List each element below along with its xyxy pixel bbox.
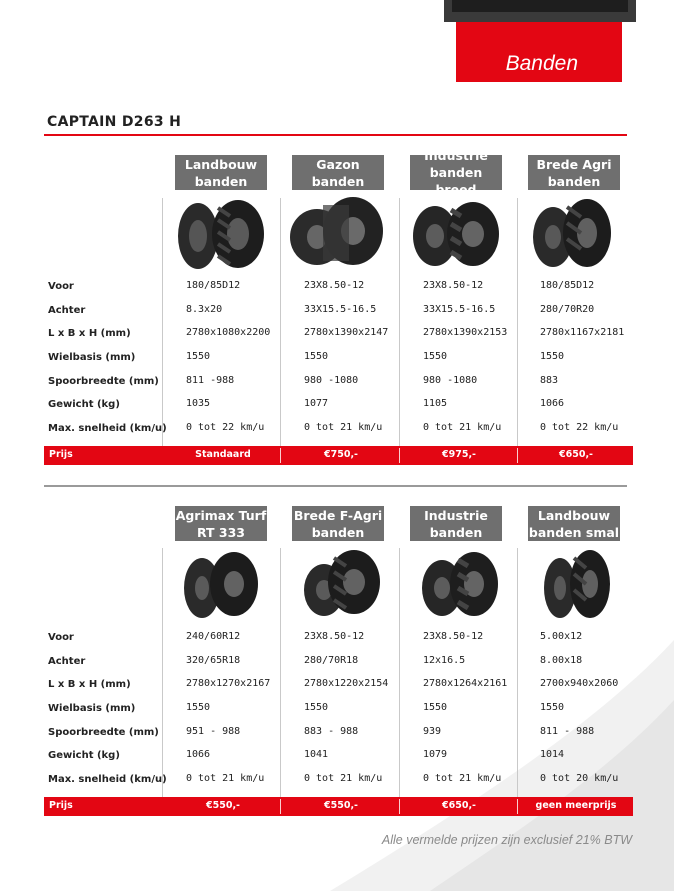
cell: 1550 (423, 702, 448, 713)
row-label-weight: Gewicht (kg) (48, 399, 120, 410)
price-value: €550,- (324, 800, 358, 811)
price-value: Standaard (195, 449, 251, 460)
column-header: Landbouw banden smal (528, 507, 620, 540)
cell: 8.00x18 (540, 655, 583, 666)
column-header: Brede F-Agri banden (293, 507, 383, 540)
column-header: Landbouw banden (175, 155, 267, 190)
cell: 240/60R12 (186, 631, 241, 642)
section-divider (44, 485, 627, 487)
cell: 23X8.50-12 (423, 280, 484, 291)
cell: 1105 (423, 398, 448, 409)
industrial-tyre-icon (418, 548, 508, 622)
column-header: Gazon banden (292, 155, 384, 190)
row-label-track-width: Spoorbreedte (mm) (48, 376, 159, 387)
cell: 280/70R20 (540, 304, 595, 315)
price-value: €650,- (442, 800, 476, 811)
cell: 811 - 988 (540, 726, 595, 737)
cell: 0 tot 21 km/u (423, 422, 502, 433)
cell: 0 tot 21 km/u (423, 773, 502, 784)
row-label-wheelbase: Wielbasis (mm) (48, 352, 136, 363)
column-header: Agrimax Turf RT 333 (175, 507, 267, 540)
cell: 23X8.50-12 (304, 631, 365, 642)
cell: 1066 (186, 749, 211, 760)
cell: 320/65R18 (186, 655, 241, 666)
cell: 811 -988 (186, 375, 235, 386)
cell: 1041 (304, 749, 329, 760)
cell: 8.3x20 (186, 304, 223, 315)
row-label-dimensions: L x B x H (mm) (48, 328, 131, 339)
cell: 2780x1220x2154 (304, 678, 389, 689)
section-tab-label: Banden (505, 52, 578, 75)
cell: 280/70R18 (304, 655, 359, 666)
cell: 5.00x12 (540, 631, 583, 642)
cell: 1066 (540, 398, 565, 409)
row-label-weight: Gewicht (kg) (48, 750, 120, 761)
row-label-front: Voor (48, 281, 74, 292)
column-header: Brede Agri banden (528, 155, 620, 190)
cell: 951 - 988 (186, 726, 241, 737)
cell: 1550 (304, 702, 329, 713)
cell: 0 tot 21 km/u (304, 773, 383, 784)
cell: 2780x1264x2161 (423, 678, 508, 689)
price-value: geen meerprijs (535, 800, 617, 811)
cell: 23X8.50-12 (423, 631, 484, 642)
cell: 1077 (304, 398, 329, 409)
cell: 12x16.5 (423, 655, 466, 666)
cell: 1550 (540, 702, 565, 713)
row-label-track-width: Spoorbreedte (mm) (48, 727, 159, 738)
narrow-agricultural-tyre-icon (538, 548, 628, 622)
cell: 1079 (423, 749, 448, 760)
cell: 2780x1080x2200 (186, 327, 271, 338)
price-value: €650,- (559, 449, 593, 460)
price-label: Prijs (49, 800, 73, 811)
cell: 0 tot 22 km/u (186, 422, 265, 433)
cell: 1550 (423, 351, 448, 362)
cell: 1550 (186, 702, 211, 713)
wide-f-agri-tyre-icon (300, 548, 390, 622)
cell: 180/85D12 (540, 280, 595, 291)
cell: 980 -1080 (304, 375, 359, 386)
cell: 2780x1167x2181 (540, 327, 625, 338)
cell: 2780x1270x2167 (186, 678, 271, 689)
cell: 1035 (186, 398, 211, 409)
cell: 180/85D12 (186, 280, 241, 291)
cell: 2780x1390x2147 (304, 327, 389, 338)
cell: 33X15.5-16.5 (423, 304, 496, 315)
row-label-front: Voor (48, 632, 74, 643)
price-value: €975,- (442, 449, 476, 460)
column-header: Industrie banden breed (410, 155, 502, 190)
cell: 0 tot 21 km/u (304, 422, 383, 433)
cell: 1550 (540, 351, 565, 362)
cell: 939 (423, 726, 442, 737)
cell: 1550 (304, 351, 329, 362)
cell: 2780x1390x2153 (423, 327, 508, 338)
row-label-dimensions: L x B x H (mm) (48, 679, 131, 690)
cell: 0 tot 22 km/u (540, 422, 619, 433)
row-label-max-speed: Max. snelheid (km/u) (48, 423, 167, 434)
price-value: €750,- (324, 449, 358, 460)
cell: 1550 (186, 351, 211, 362)
cell: 33X15.5-16.5 (304, 304, 377, 315)
column-header: Industrie banden (410, 506, 502, 541)
cell: 883 (540, 375, 559, 386)
cell: 2700x940x2060 (540, 678, 619, 689)
row-label-max-speed: Max. snelheid (km/u) (48, 774, 167, 785)
price-bar (44, 446, 633, 465)
cell: 1014 (540, 749, 565, 760)
row-label-wheelbase: Wielbasis (mm) (48, 703, 136, 714)
price-label: Prijs (49, 449, 73, 460)
cell: 883 - 988 (304, 726, 359, 737)
cell: 0 tot 20 km/u (540, 773, 619, 784)
row-label-rear: Achter (48, 305, 86, 316)
price-footnote: Alle vermelde prijzen zijn exclusief 21% BTW (381, 833, 632, 847)
cell: 23X8.50-12 (304, 280, 365, 291)
cell: 0 tot 21 km/u (186, 773, 265, 784)
agrimax-turf-tyre-icon (178, 548, 268, 622)
row-label-rear: Achter (48, 656, 86, 667)
cell: 980 -1080 (423, 375, 478, 386)
model-title: CAPTAIN D263 H (47, 114, 182, 130)
price-value: €550,- (206, 800, 240, 811)
price-bar (44, 797, 633, 816)
